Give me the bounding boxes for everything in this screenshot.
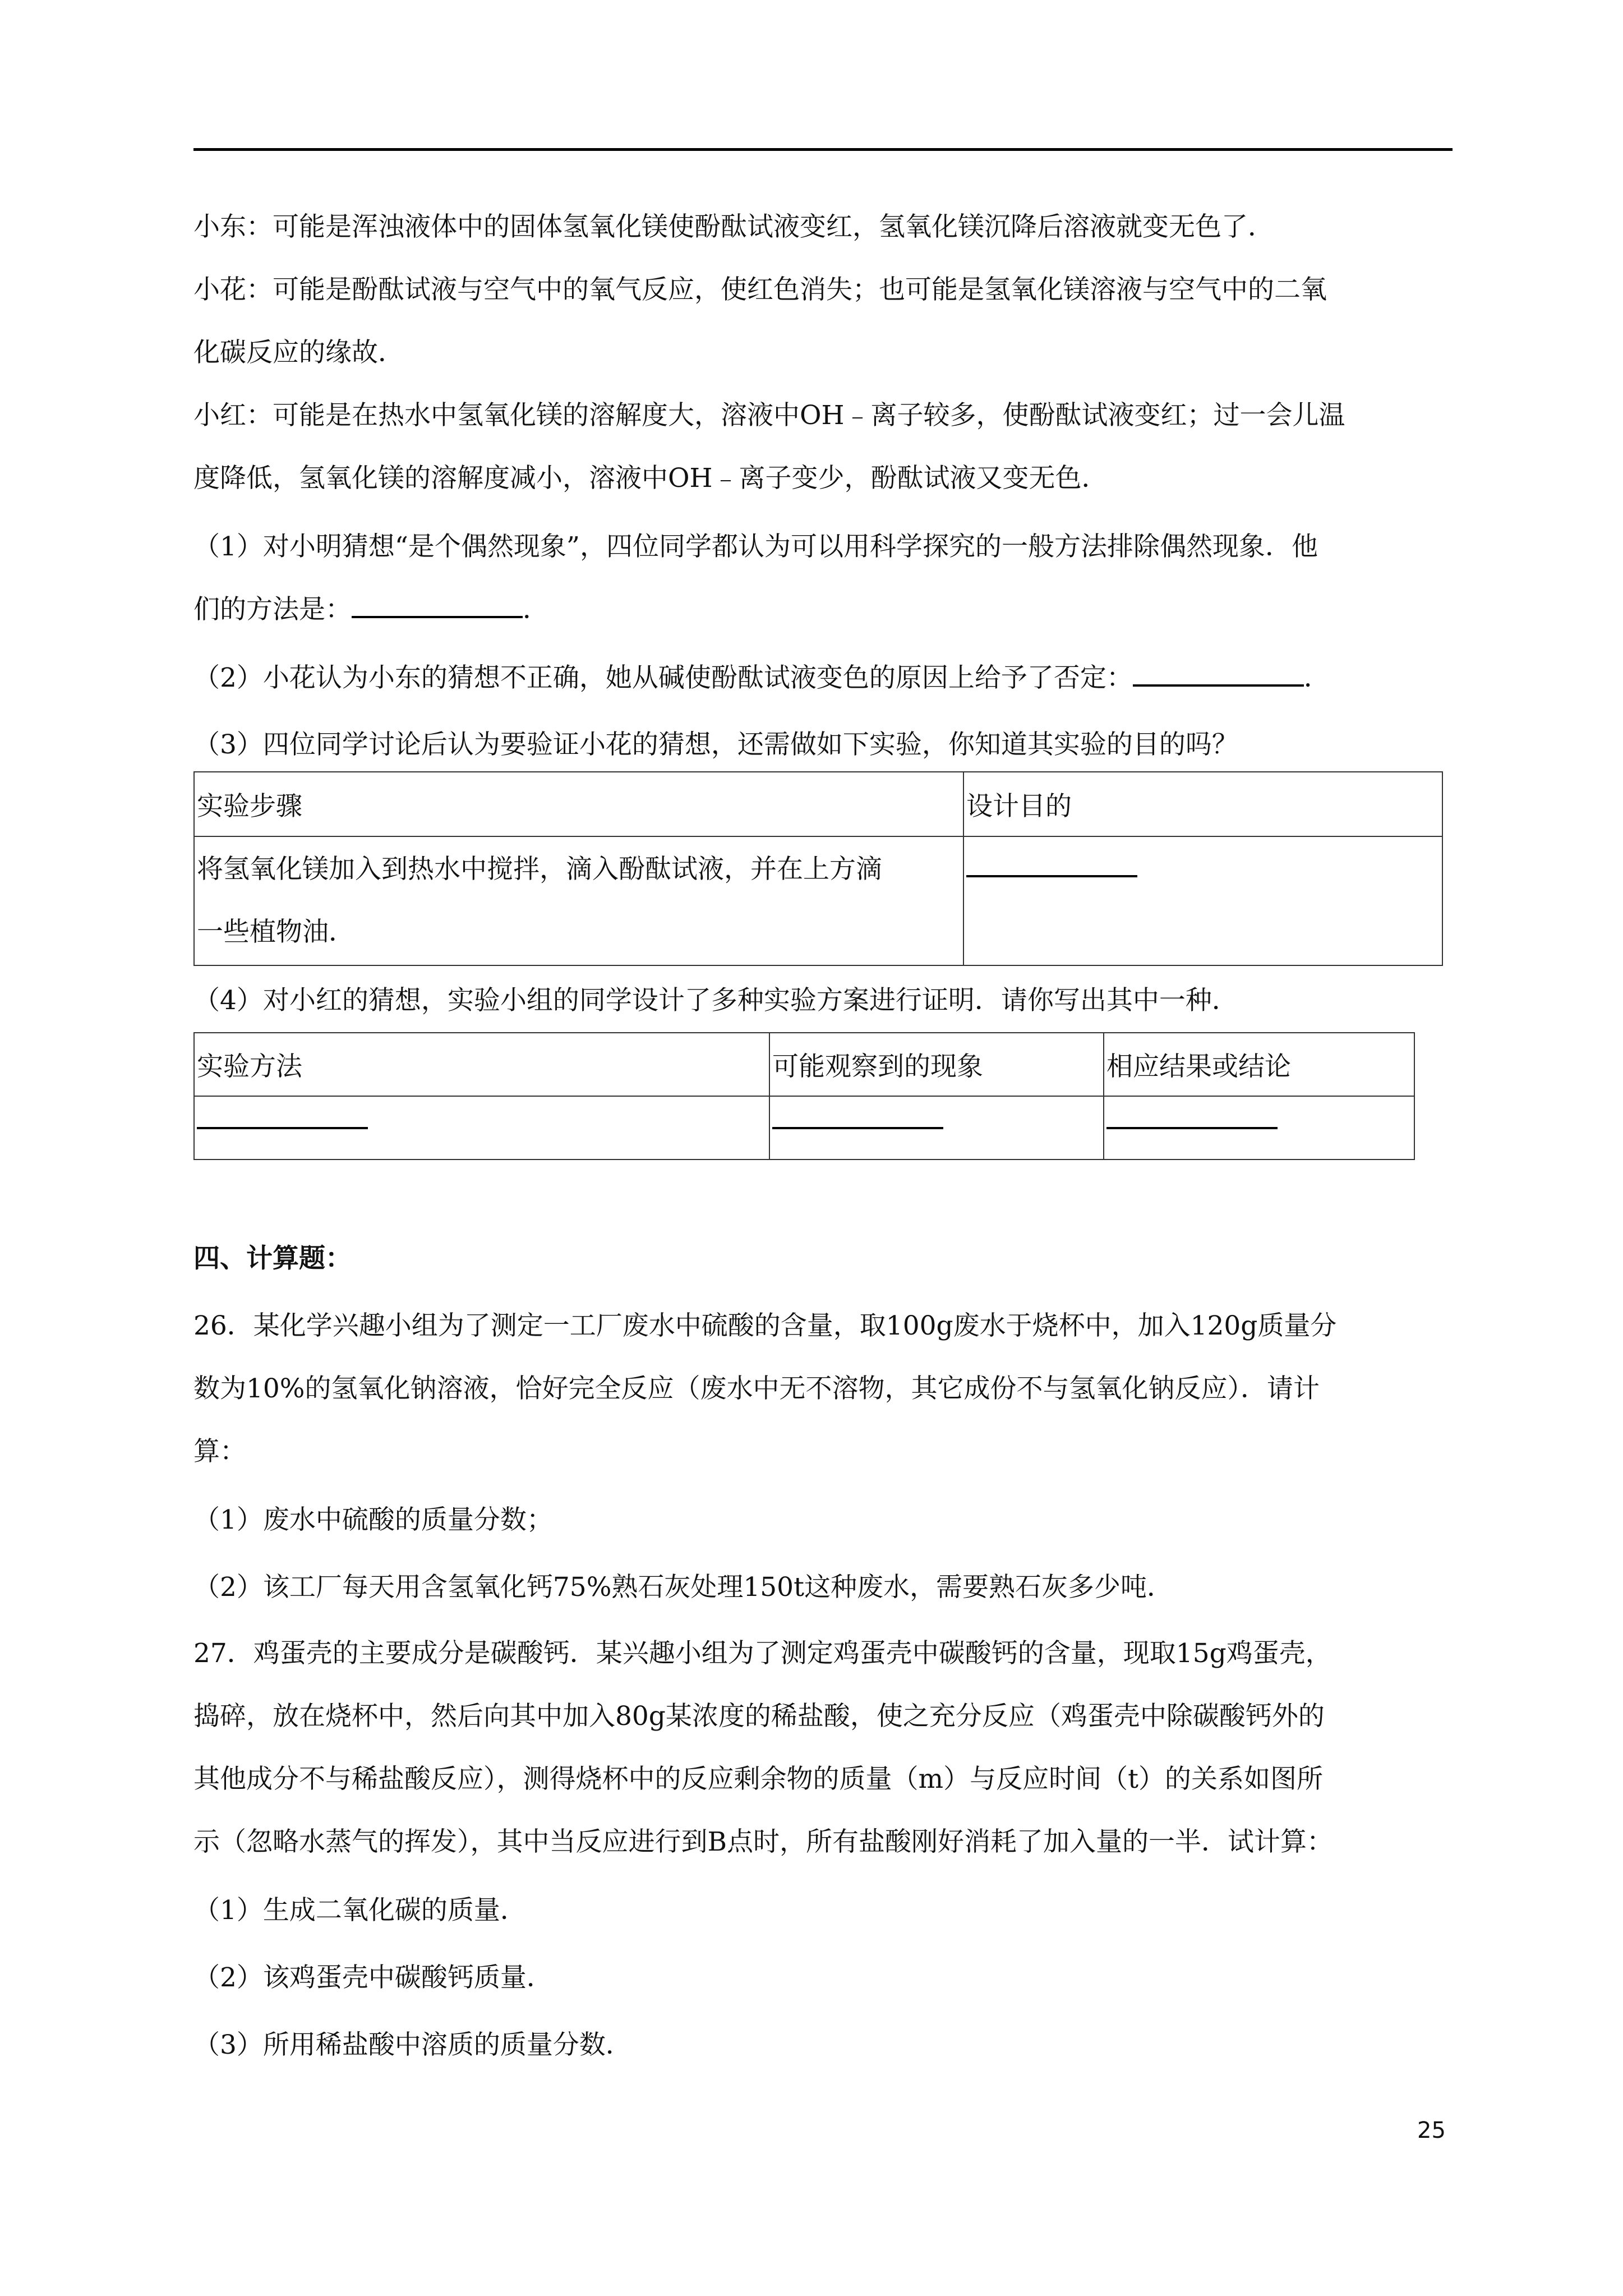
answer-blank-2[interactable]: [1133, 662, 1304, 687]
question-1-text: 们的方法是：: [193, 594, 352, 625]
question-2: （2）小花认为小东的猜想不正确，她从碱使酚酞试液变色的原因上给予了否定： ．: [193, 662, 1330, 693]
question-27-line2: 捣碎，放在烧杯中，然后向其中加入80g某浓度的稀盐酸，使之充分反应（鸡蛋壳中除碳酸钙外的: [193, 1701, 1325, 1732]
table2-method-cell: [194, 1096, 769, 1159]
question-3: （3）四位同学讨论后认为要验证小花的猜想，还需做如下实验，你知道其实验的目的吗？: [193, 729, 1238, 760]
answer-blank-conclusion[interactable]: [1106, 1127, 1278, 1129]
table1-purpose-cell: [963, 836, 1442, 965]
paragraph-xiaohong-line2: 度降低，氢氧化镁的溶解度减小，溶液中OH﹣离子变少，酚酞试液又变无色．: [193, 463, 1108, 494]
table2-header-method: 实验方法: [194, 1033, 769, 1096]
question-4: （4）对小红的猜想，实验小组的同学设计了多种实验方案进行证明．请你写出其中一种．: [193, 985, 1238, 1016]
question-27-line3: 其他成分不与稀盐酸反应），测得烧杯中的反应剩余物的质量（m）与反应时间（t）的关系如图所: [193, 1764, 1323, 1795]
question-27-part2: （2）该鸡蛋壳中碳酸钙质量．: [193, 1962, 553, 1993]
table2-conclusion-cell: [1104, 1096, 1414, 1159]
question-26-line3: 算：: [193, 1436, 246, 1467]
table2-header-conclusion: 相应结果或结论: [1104, 1033, 1414, 1096]
paragraph-xiaohong-line1: 小红：可能是在热水中氢氧化镁的溶解度大，溶液中OH﹣离子较多，使酚酞试液变红；过一会儿温: [193, 400, 1345, 431]
table1-step-line2: 一些植物油．: [197, 917, 355, 947]
question-27-part1: （1）生成二氧化碳的质量．: [193, 1895, 527, 1926]
question-1-line1: （1）对小明猜想“是个偶然现象”，四位同学都认为可以用科学探究的一般方法排除偶然现象．他: [193, 531, 1318, 562]
experiment-table-2: [193, 1032, 1415, 1160]
question-26-line2: 数为10%的氢氧化钠溶液，恰好完全反应（废水中无不溶物，其它成份不与氢氧化钠反应）．请计: [193, 1373, 1320, 1404]
question-26-part1: （1）废水中硫酸的质量分数；: [193, 1504, 553, 1535]
experiment-table-1: [193, 771, 1443, 966]
question-27-part3: （3）所用稀盐酸中溶质的质量分数．: [193, 2030, 632, 2060]
paragraph-xiaohua-line2: 化碳反应的缘故．: [193, 337, 404, 368]
question-1-line2: 们的方法是： ．: [193, 594, 549, 625]
paragraph-xiaodong: 小东：可能是浑浊液体中的固体氢氧化镁使酚酞试液变红，氢氧化镁沉降后溶液就变无色了．: [193, 211, 1274, 242]
answer-blank-phenomenon[interactable]: [772, 1127, 943, 1129]
page-number: 25: [1417, 2118, 1446, 2143]
section-heading: 四、计算题：: [193, 1243, 352, 1274]
table2-header-phenomenon: 可能观察到的现象: [769, 1033, 1104, 1096]
question-2-text: （2）小花认为小东的猜想不正确，她从碱使酚酞试液变色的原因上给予了否定：: [193, 662, 1133, 693]
question-26-part2: （2）该工厂每天用含氢氧化钙75%熟石灰处理150t这种废水，需要熟石灰多少吨．: [193, 1572, 1173, 1603]
question-26-line1: 26．某化学兴趣小组为了测定一工厂废水中硫酸的含量，取100g废水于烧杯中，加入120g质量分: [193, 1310, 1337, 1341]
answer-blank-1[interactable]: [352, 593, 523, 618]
answer-blank-method[interactable]: [197, 1127, 368, 1129]
table1-step-cell: [194, 836, 963, 965]
question-27-line1: 27．鸡蛋壳的主要成分是碳酸钙．某兴趣小组为了测定鸡蛋壳中碳酸钙的含量，现取15g鸡蛋壳，: [193, 1638, 1332, 1669]
table2-phenomenon-cell: [769, 1096, 1104, 1159]
table1-header-purpose: 设计目的: [963, 772, 1442, 836]
table1-header-steps: 实验步骤: [194, 772, 963, 836]
paragraph-xiaohua-line1: 小花：可能是酚酞试液与空气中的氧气反应，使红色消失；也可能是氢氧化镁溶液与空气中的二氧: [193, 274, 1327, 305]
question-27-line4: 示（忽略水蒸气的挥发），其中当反应进行到B点时，所有盐酸刚好消耗了加入量的一半．试计算：: [193, 1826, 1334, 1857]
answer-blank-purpose[interactable]: [966, 875, 1137, 877]
table1-step-line1: 将氢氧化镁加入到热水中搅拌，滴入酚酞试液，并在上方滴: [197, 854, 882, 885]
header-rule: [193, 148, 1453, 151]
